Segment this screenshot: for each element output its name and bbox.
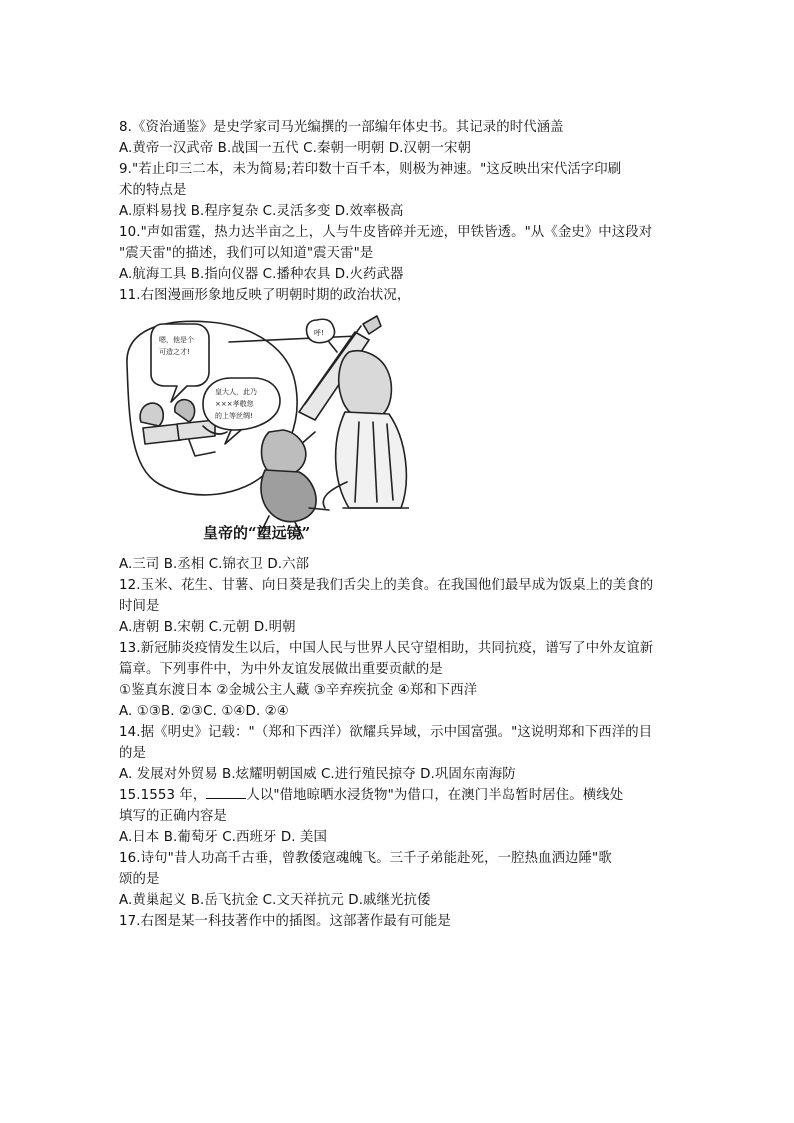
- q10-stem-cont: "震天雷"的描述，我们可以知道"震天雷"是: [119, 246, 374, 261]
- q15-stem: [119, 786, 623, 806]
- q9-stem-cont: 术的特点是: [119, 183, 187, 198]
- q13-items: ①鉴真东渡日本 ②金城公主人藏 ③辛弃疾抗金 ④郑和下西洋: [119, 683, 478, 698]
- q14-stem: 14.据《明史》记载："（郑和下西洋）欲耀兵异域，示中国富强。"这说明郑和下西洋的目: [119, 725, 653, 740]
- bubble-middle-line2: ×××孝敬您: [215, 400, 254, 408]
- q8-stem: 8.《资治通鉴》是史学家司马光编撰的一部编年体史书。其记录的时代涵盖: [119, 120, 564, 135]
- q12-stem-cont: 时间是: [119, 599, 160, 614]
- bubble-left-line2: 可造之才!: [159, 348, 190, 356]
- q12-options: A.唐朝 B.宋朝 C.元朝 D.明朝: [119, 620, 296, 635]
- q15-stem-cont: 填写的正确内容是: [119, 809, 227, 824]
- q13-stem: 13.新冠肺炎疫情发生以后，中国人民与世界人民守望相助，共同抗疫，谱写了中外友谊新: [119, 641, 654, 656]
- q14-options: A. 发展对外贸易 B.炫耀明朝国威 C.进行殖民掠夺 D.巩固东南海防: [119, 767, 516, 782]
- q10-stem: 10."声如雷霆，热力达半亩之上，人与牛皮皆碎并无迹，甲铁皆透。"从《金史》中这段对: [119, 225, 653, 240]
- q17-stem: 17.右图是某一科技著作中的插图。这部著作最有可能是: [119, 914, 451, 929]
- q11-options: A.三司 B.丞相 C.锦衣卫 D.六部: [119, 557, 310, 572]
- q12-stem: 12.玉米、花生、甘薯、向日葵是我们舌尖上的美食。在我国他们最早成为饭桌上的美食的: [119, 578, 654, 593]
- q16-options: A.黄巢起义 B.岳飞抗金 C.文天祥抗元 D.戚继光抗倭: [119, 893, 431, 908]
- q13-options: A. ①③B. ②③C. ①④D. ②④: [119, 704, 289, 719]
- q10-options: A.航海工具 B.指向仪器 C.播种农具 D.火药武器: [119, 267, 404, 282]
- q15-stem-before: 15.1553 年，: [119, 788, 207, 803]
- emperor-telescope-cartoon: [119, 312, 409, 548]
- q9-stem: 9."若止印三二本，未为简易;若印数十百千本，则极为神速。"这反映出宋代活字印刷: [119, 162, 622, 177]
- cartoon-caption: 皇帝的“望远镜”: [203, 524, 311, 542]
- q8-options: A.黄帝一汉武帝 B.战国一五代 C.秦朝一明朝 D.汉朝一宋朝: [119, 141, 471, 156]
- q16-stem: 16.诗句"昔人功高千古垂，曾教倭寇魂魄飞。三千子弟能赴死，一腔热血洒边陲"歌: [119, 851, 612, 866]
- q13-stem-cont: 篇章。下列事件中，为中外友谊发展做出重要贡献的是: [119, 662, 443, 677]
- bubble-right: 呼!: [314, 329, 324, 337]
- q15-options: A.日本 B.葡萄牙 C.西班牙 D. 美国: [119, 830, 327, 845]
- q9-options: A.原料易找 B.程序复杂 C.灵活多变 D.效率极高: [119, 204, 404, 219]
- q14-stem-cont: 的是: [119, 746, 146, 761]
- bubble-middle-line1: 皇大人，此乃: [215, 388, 257, 396]
- bubble-left-line1: 嗯，他是个: [159, 336, 194, 344]
- q15-blank: [206, 786, 246, 799]
- q16-stem-cont: 颂的是: [119, 872, 160, 887]
- q15-stem-after: 人以"借地晾晒水浸货物"为借口，在澳门半岛暂时居住。横线处: [246, 788, 624, 803]
- bubble-middle-line3: 的上等丝绸!: [215, 412, 253, 420]
- q11-stem: 11.右图漫画形象地反映了明朝时期的政治状况，: [119, 288, 411, 303]
